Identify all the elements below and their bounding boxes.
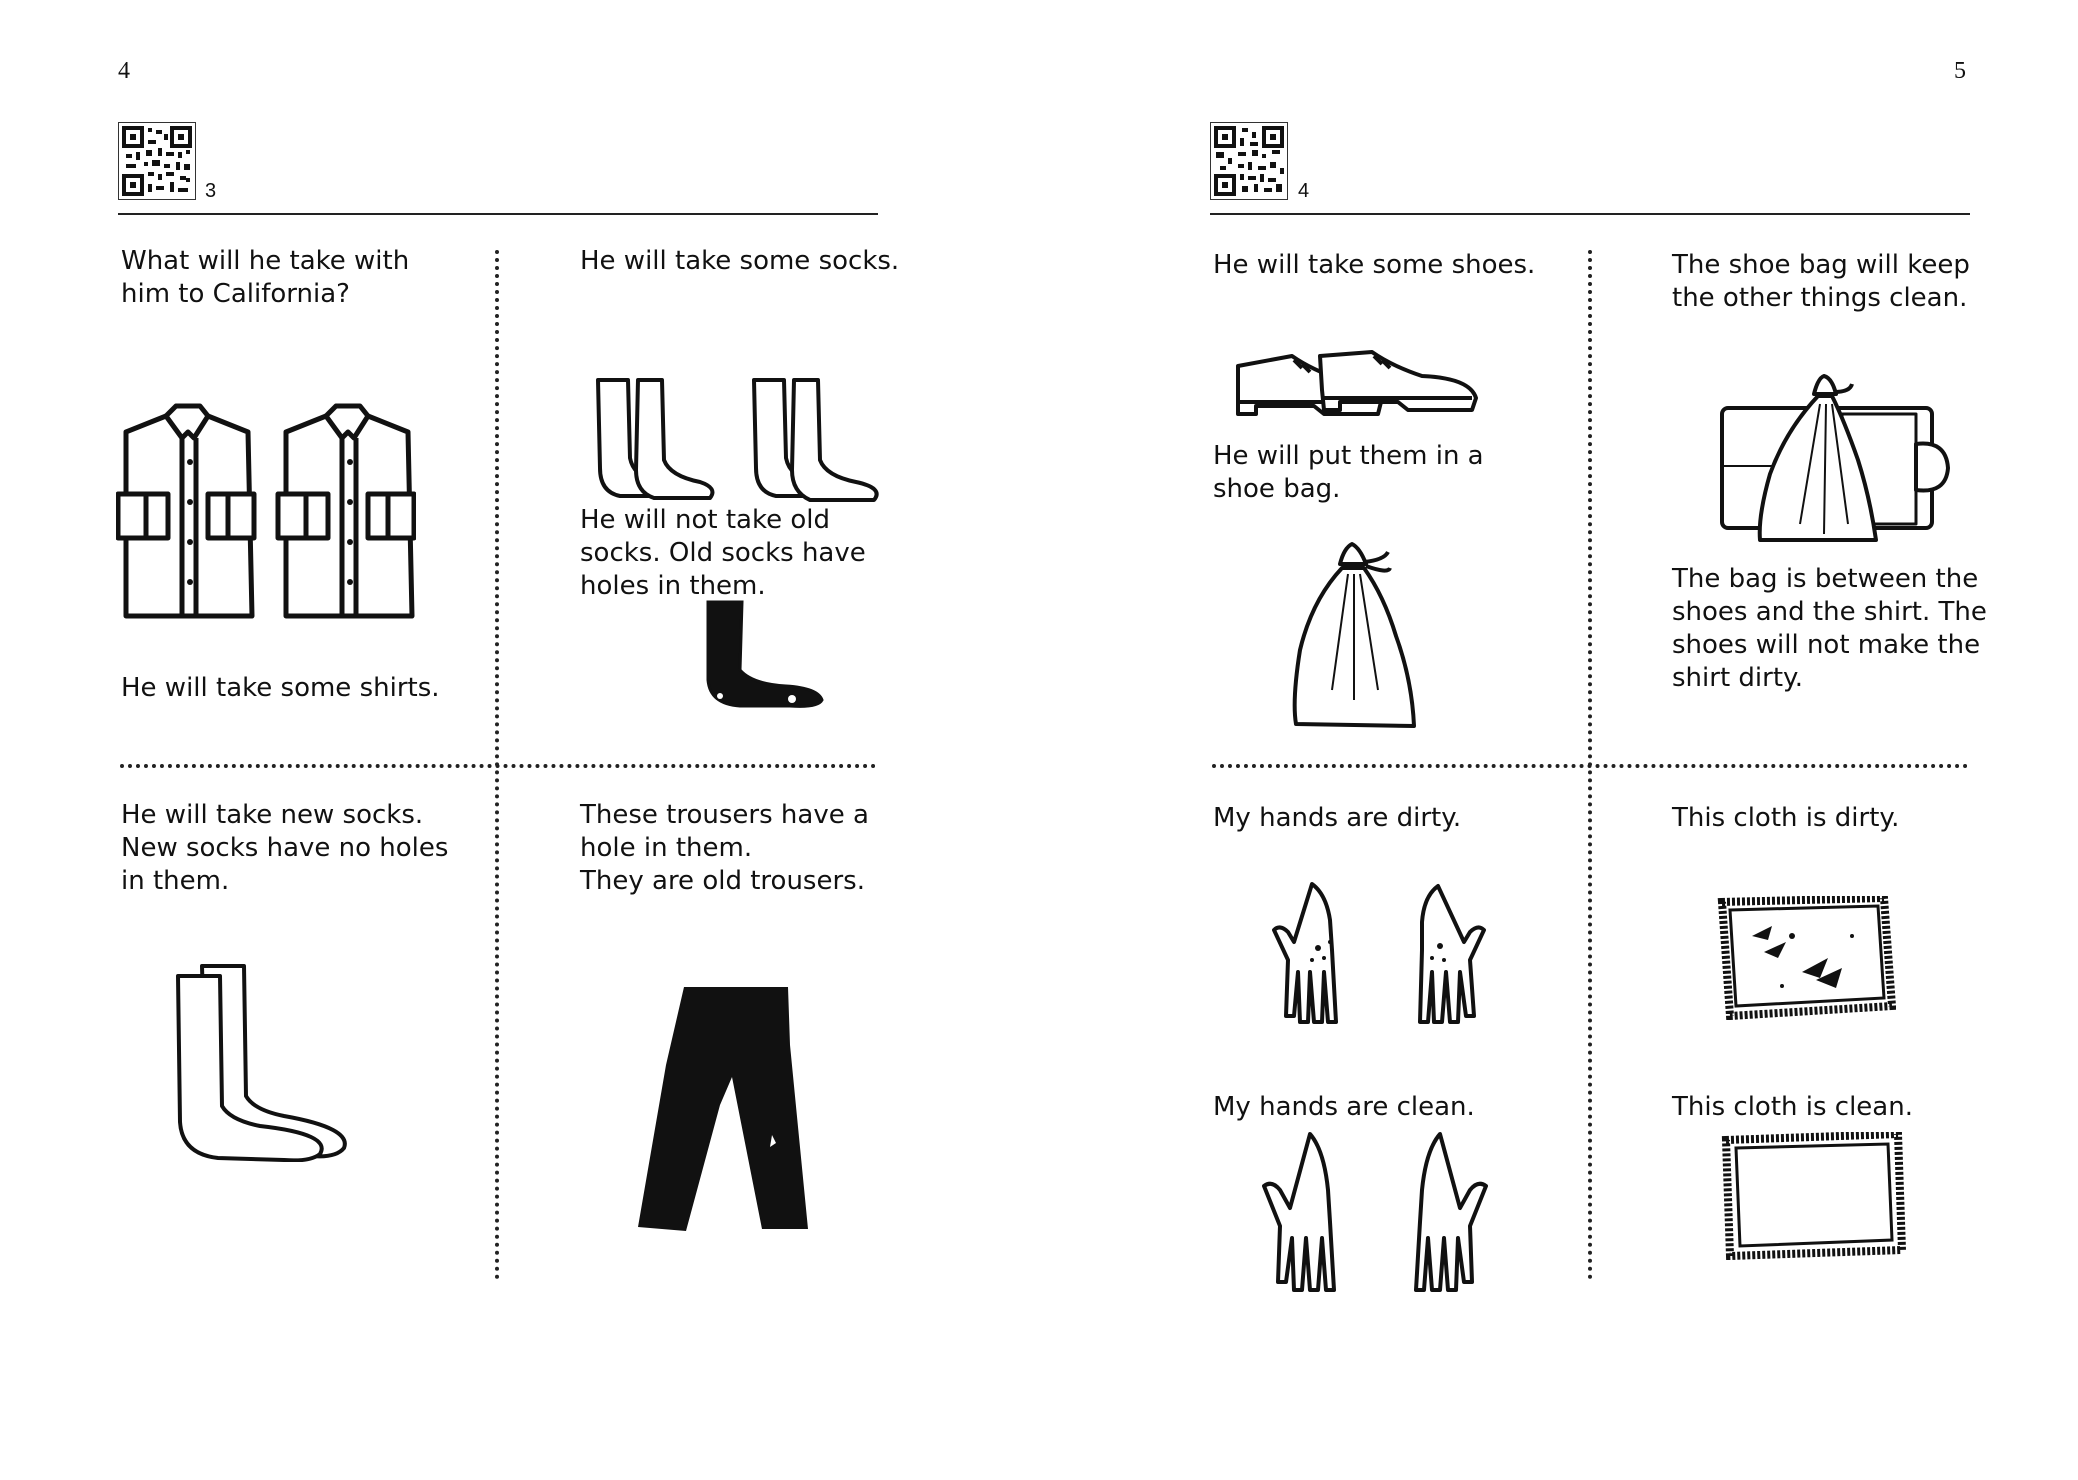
bag-between-text: The bag is between the shoes and the shirt. The shoes will not make the shirt dirty. xyxy=(1672,564,1987,693)
trousers-icon xyxy=(636,985,816,1235)
qr-label: 3 xyxy=(205,180,217,202)
shirts-caption: He will take some shirts. xyxy=(121,673,440,703)
page-number-left: 4 xyxy=(118,58,130,84)
clean-cloth-caption: This cloth is clean. xyxy=(1672,1092,1913,1122)
dirty-hands-icon xyxy=(1272,880,1488,1030)
clean-cloth-icon xyxy=(1718,1132,1908,1260)
new-socks-caption: He will take new socks. New socks have no holes in them. xyxy=(121,800,449,896)
socks-caption: He will take some socks. xyxy=(580,246,900,276)
socks-icon xyxy=(590,372,890,502)
old-sock-icon xyxy=(700,600,830,710)
dirty-cloth-caption: This cloth is dirty. xyxy=(1672,803,1900,833)
page-number-right: 5 xyxy=(1954,58,1966,84)
header-rule xyxy=(1210,213,1970,215)
trousers-caption: These trousers have a hole in them. They are old trousers. xyxy=(580,800,869,896)
horizontal-divider xyxy=(1212,764,1968,768)
horizontal-divider xyxy=(120,764,876,768)
new-sock-icon xyxy=(172,962,362,1162)
bag-caption: The shoe bag will keep the other things clean. xyxy=(1672,250,1970,313)
question-text: What will he take with him to California? xyxy=(121,246,410,309)
qr-code-icon xyxy=(118,122,196,200)
header-rule xyxy=(118,213,878,215)
dirty-cloth-icon xyxy=(1712,896,1896,1020)
old-socks-text: He will not take old socks. Old socks have holes in them. xyxy=(580,505,866,601)
clean-hands-caption: My hands are clean. xyxy=(1213,1092,1475,1122)
shoes-caption: He will take some shoes. xyxy=(1213,250,1536,280)
dirty-hands-caption: My hands are dirty. xyxy=(1213,803,1462,833)
shoe-bag-text: He will put them in a shoe bag. xyxy=(1213,441,1484,504)
shirts-icon xyxy=(116,402,416,628)
shoes-icon xyxy=(1232,350,1480,420)
qr-code-icon xyxy=(1210,122,1288,200)
clean-hands-icon xyxy=(1262,1130,1488,1298)
qr-label: 4 xyxy=(1298,180,1310,202)
shoe-bag-icon xyxy=(1292,540,1422,730)
bag-between-icon xyxy=(1720,374,1952,546)
